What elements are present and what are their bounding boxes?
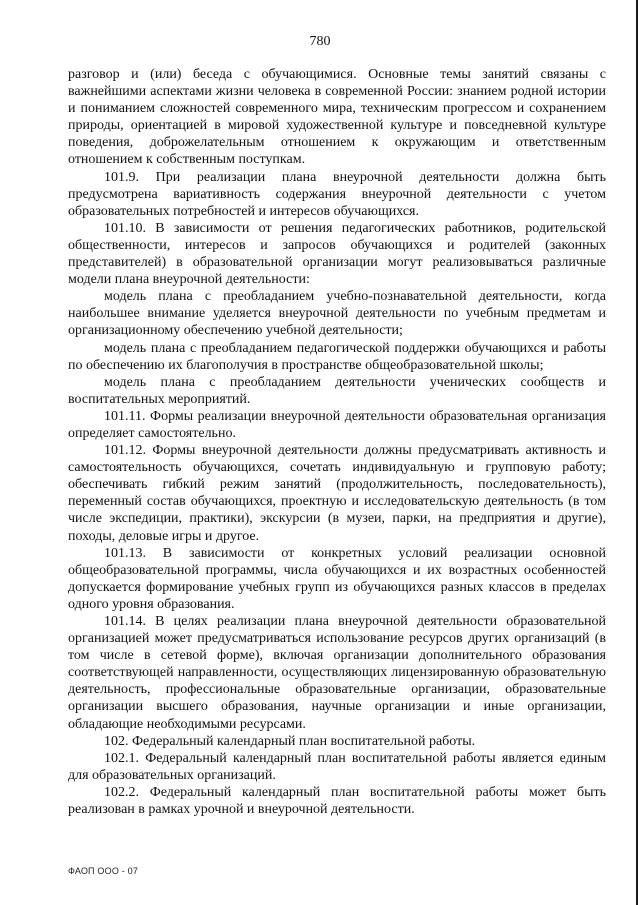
list-item-model-2: модель плана с преобладанием педагогической поддержки обучающихся и работы по обеспечению их благополучия в пространстве общеобразовательной школы; — [68, 340, 606, 373]
footer-document-code: ФАОП ООО - 07 — [68, 866, 139, 876]
paragraph-continuation: разговор и (или) беседа с обучающимися. Основные темы занятий связаны с важнейшими аспектами жизни человека в современной России: знанием родной истории и пониманием сложностей современного мира, техническим прогрессом и сохранением природы, ориентацией в мировой художественной культуре и повседневной культуре поведения, доброжелательным отношением к окружающим и ответственным отношением к собственным поступкам. — [68, 67, 606, 168]
paragraph-101-10: 101.10. В зависимости от решения педагогических работников, родительской общественности, интересов и запросов обучающихся и родителей (законных представителей) в образовательной организации могут реализовываться различные модели плана внеурочной деятельности: — [68, 220, 606, 288]
scan-edge — [636, 0, 638, 905]
document-body — [68, 66, 606, 818]
paragraph-101-14: 101.14. В целях реализации плана внеурочной деятельности образовательной организацией может предусматриваться использование ресурсов других организаций (в том числе в сетевой форме), включая организации дополнительного образования соответствующей направленности, осуществляющих лицензированную образовательную деятельность, профессиональные образовательные организации, образовательные организации высшего образования, научные организации и иные организации, обладающие необходимыми ресурсами. — [68, 614, 606, 732]
list-item-model-1: модель плана с преобладанием учебно-познавательной деятельности, когда наибольшее внимание уделяется внеурочной деятельности по учебным предметам и организационному обеспечению учебной деятельности; — [68, 289, 606, 339]
page-number: 780 — [309, 34, 331, 49]
paragraph-101-13: 101.13. В зависимости от конкретных условий реализации основной общеобразовательной программы, числа обучающихся и их возрастных особенностей допускается формирование учебных групп из обучающихся разных классов в пределах одного уровня образования. — [68, 545, 606, 612]
paragraph-101-11: 101.11. Формы реализации внеурочной деятельности образовательная организация определяет самостоятельно. — [68, 408, 606, 441]
list-item-model-3: модель плана с преобладанием деятельности ученических сообществ и воспитательных мероприятий. — [68, 374, 606, 407]
paragraph-101-12: 101.12. Формы внеурочной деятельности должны предусматривать активность и самостоятельность обучающихся, сочетать индивидуальную и групповую работу; обеспечивать гибкий режим занятий (продолжительность, последовательность), переменный состав обучающихся, проектную и исследовательскую деятельность (в том числе экспедиции, практики), экскурсии (в музеи, парки, на предприятия и другие), походы, деловые игры и другое. — [68, 443, 606, 544]
paragraph-101-9: 101.9. При реализации плана внеурочной деятельности должна быть предусмотрена вариативность содержания внеурочной деятельности с учетом образовательных потребностей и интересов обучающихся. — [68, 169, 606, 219]
paragraph-102-2: 102.2. Федеральный календарный план воспитательной работы может быть реализован в рамках урочной и внеурочной деятельности. — [68, 784, 606, 818]
paragraph-102: 102. Федеральный календарный план воспитательной работы. — [104, 733, 476, 749]
paragraph-102-1: 102.1. Федеральный календарный план воспитательной работы является единым для образовательных организаций. — [68, 750, 606, 783]
